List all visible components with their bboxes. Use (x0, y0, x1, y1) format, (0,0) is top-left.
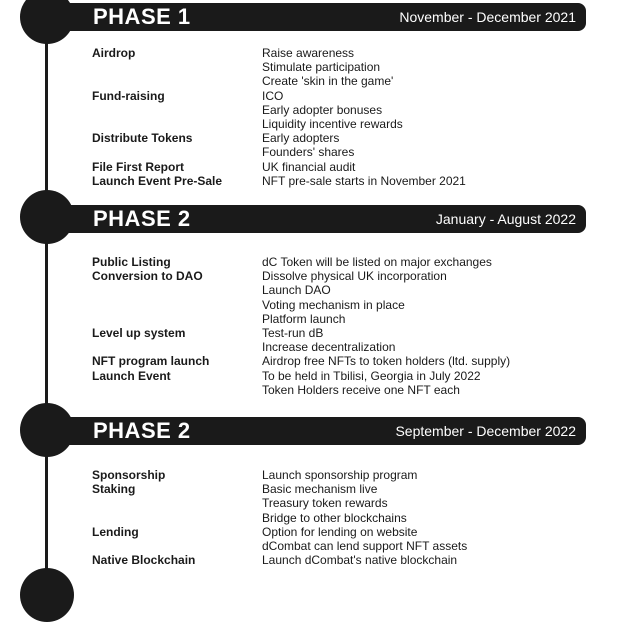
roadmap-category: Public Listing (92, 255, 171, 269)
roadmap-item: Create 'skin in the game' (262, 74, 394, 89)
roadmap-category: Launch Event Pre-Sale (92, 173, 223, 188)
roadmap-item: Early adopter bonuses (262, 102, 383, 117)
timeline-line (45, 0, 48, 583)
roadmap-item: Stimulate participation (262, 60, 381, 75)
roadmap-category: Lending (92, 524, 139, 539)
roadmap-item: Airdrop free NFTs to token holders (ltd. supply) (262, 354, 511, 369)
roadmap-item: NFT pre-sale starts in November 2021 (262, 173, 466, 188)
roadmap-category: Launch Event (92, 368, 171, 383)
roadmap-category: Level up system (92, 325, 186, 340)
roadmap-category: File First Report (92, 159, 185, 174)
phase-title: PHASE 1 (93, 4, 191, 29)
roadmap-item: Raise awareness (262, 46, 355, 60)
roadmap-item: dCombat can lend support NFT assets (262, 538, 468, 553)
roadmap-item: Launch dCombat's native blockchain (262, 553, 458, 568)
roadmap-item: Increase decentralization (262, 340, 396, 355)
roadmap-item: Basic mechanism live (262, 482, 378, 497)
roadmap-item: Treasury token rewards (262, 496, 388, 511)
roadmap-item: Early adopters (262, 131, 340, 146)
roadmap-category: Conversion to DAO (92, 269, 203, 284)
roadmap-item: Launch sponsorship program (262, 468, 418, 482)
roadmap-item: Platform launch (262, 311, 346, 326)
roadmap-item: Voting mechanism in place (262, 297, 405, 312)
roadmap-category: Distribute Tokens (92, 131, 193, 146)
roadmap-item: Option for lending on website (262, 524, 418, 539)
roadmap-item: Founders' shares (262, 145, 355, 160)
roadmap-item: Test-run dB (262, 325, 324, 340)
roadmap-category: NFT program launch (92, 354, 210, 369)
roadmap-item: ICO (262, 88, 284, 103)
phase-dates: January - August 2022 (435, 211, 576, 227)
roadmap-category: Staking (92, 482, 136, 497)
roadmap-category: Fund-raising (92, 88, 165, 103)
roadmap-item: Token Holders receive one NFT each (262, 382, 460, 397)
roadmap-category: Airdrop (92, 46, 136, 60)
phase-dates: September - December 2022 (395, 423, 576, 439)
roadmap-item: dC Token will be listed on major exchanges (262, 255, 492, 269)
roadmap-item: Dissolve physical UK incorporation (262, 269, 447, 284)
roadmap-category: Native Blockchain (92, 553, 196, 568)
roadmap-item: Bridge to other blockchains (262, 510, 407, 525)
roadmap-item: UK financial audit (262, 159, 356, 174)
roadmap-item: Launch DAO (262, 283, 331, 298)
phase-banner (47, 205, 586, 233)
phase-banner (47, 3, 586, 31)
phase-title: PHASE 2 (93, 206, 191, 231)
phase-banner (47, 417, 586, 445)
roadmap-item: Liquidity incentive rewards (262, 116, 403, 131)
roadmap-category: Sponsorship (92, 468, 166, 482)
phase-dates: November - December 2021 (399, 9, 576, 25)
phase-title: PHASE 2 (93, 418, 191, 443)
timeline-node-icon (20, 568, 74, 622)
roadmap-item: To be held in Tbilisi, Georgia in July 2022 (262, 368, 481, 383)
